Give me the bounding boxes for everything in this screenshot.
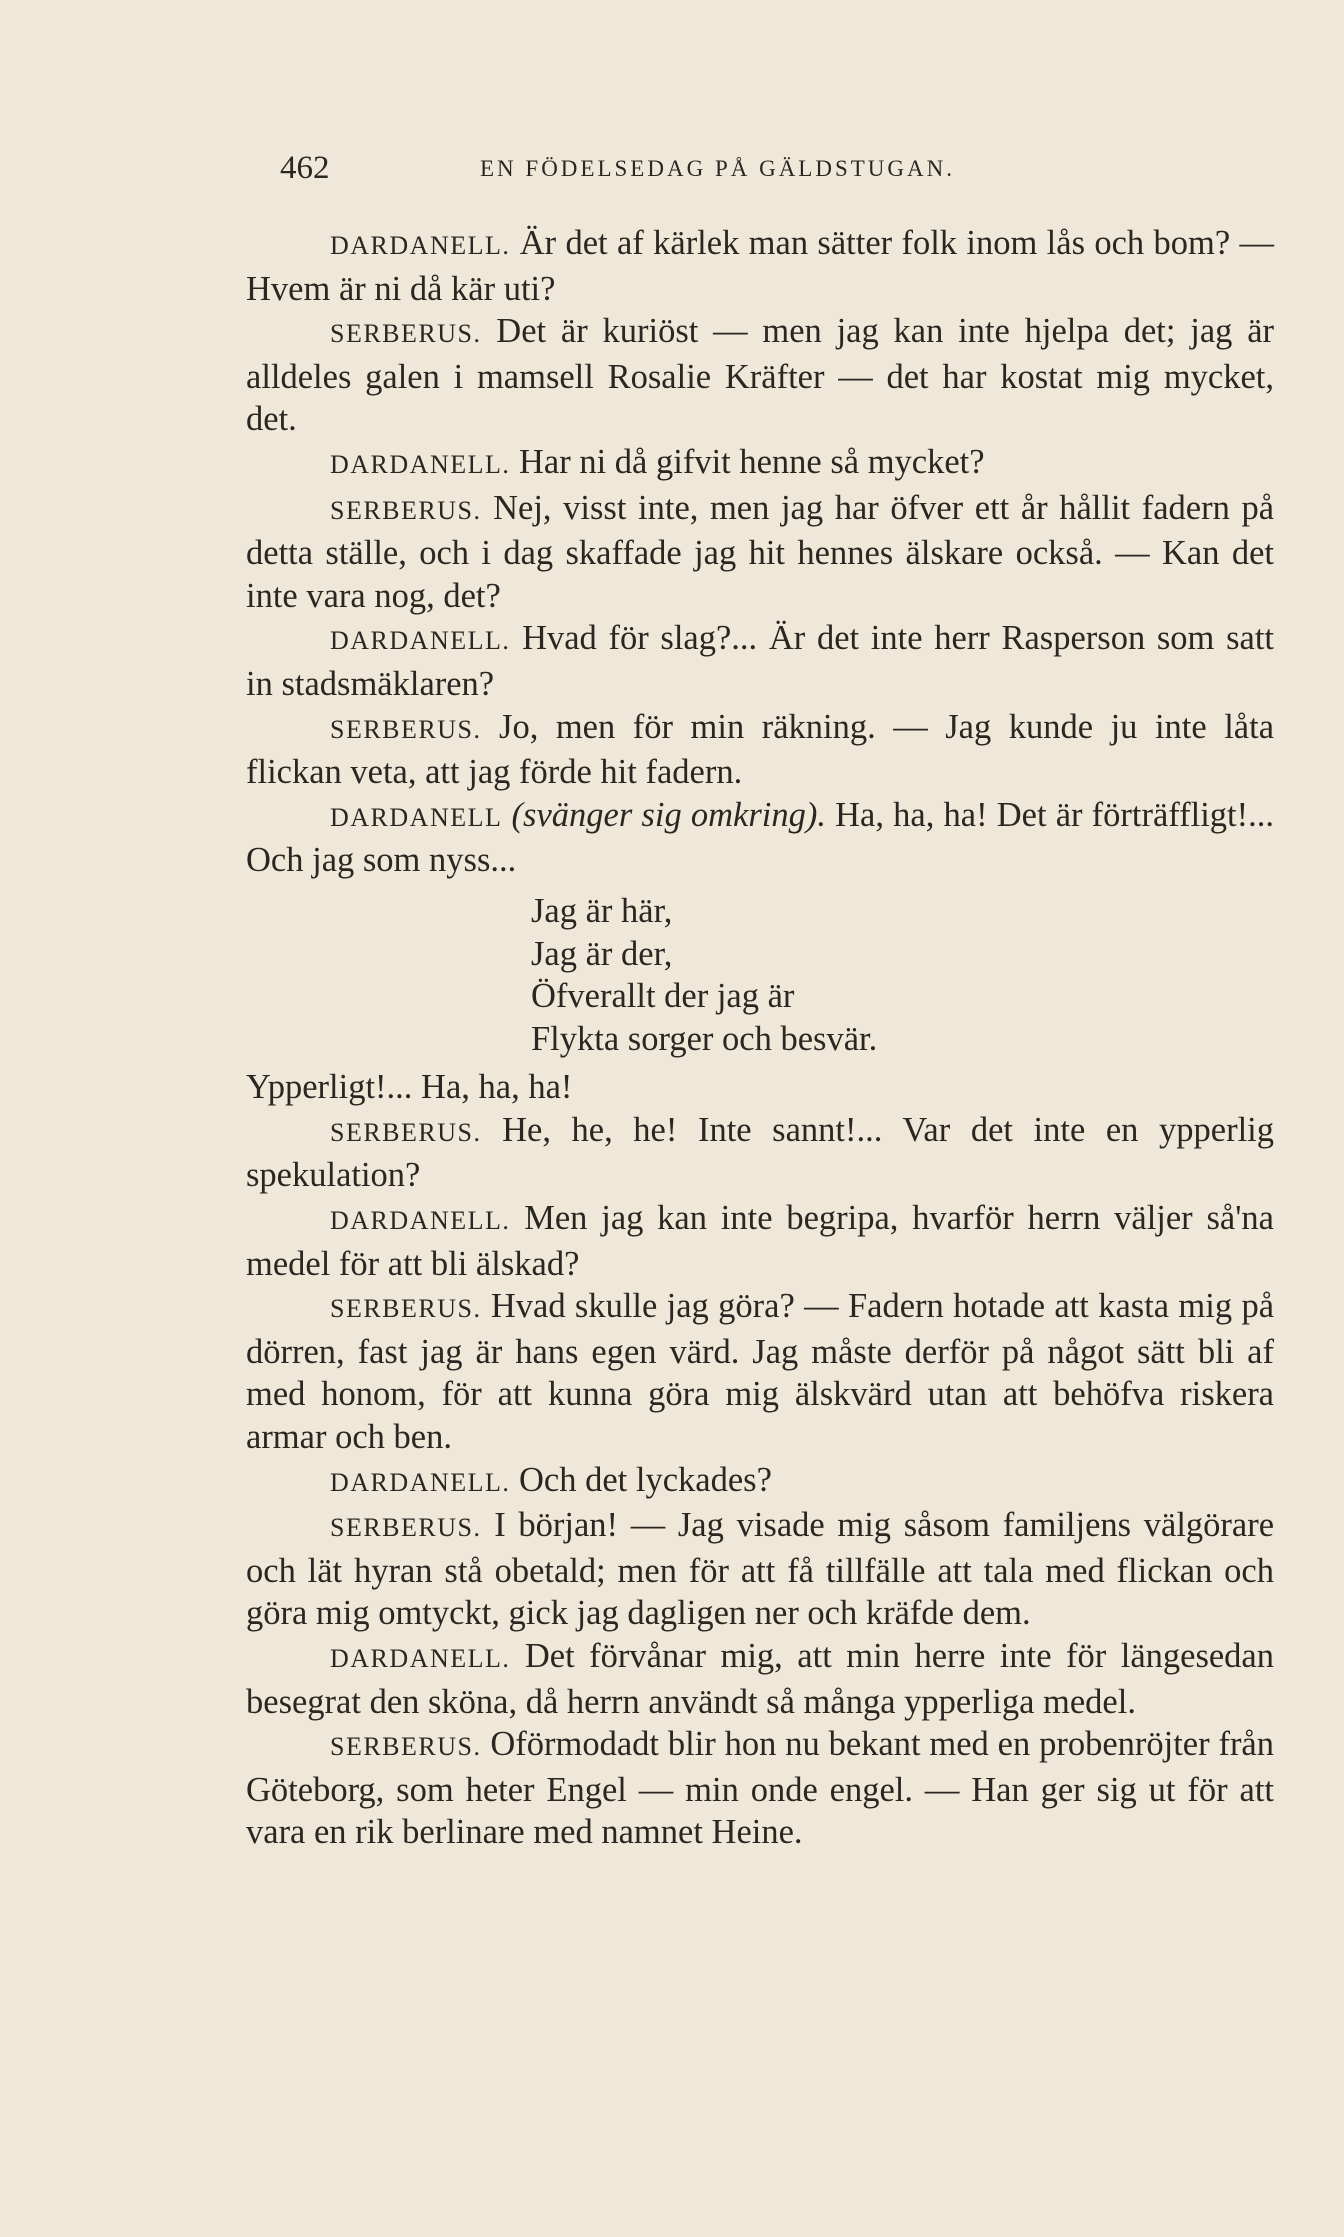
speaker-name: SERBERUS. [330,1294,482,1324]
dialogue-paragraph [246,487,1274,618]
speech-text: Men jag kan inte begripa, hvarför herrn väljer så'na medel för att bli älskad? [246,1199,1274,1283]
dialogue-paragraph [246,1285,1274,1458]
speaker-name: DARDANELL. [330,1206,511,1236]
page-header [280,150,1270,190]
speech-text: Oförmodadt blir hon nu bekant med en probenröjter från Göteborg, som heter Engel — min onde engel. — Han ger sig ut för att vara en rik berlinare med namnet Heine. [246,1725,1274,1852]
speaker-name: DARDANELL. [330,449,511,479]
stage-direction: (svänger sig omkring). [511,795,826,834]
speech-continuation: Ypperligt!... Ha, ha, ha! [246,1068,573,1107]
speech-text: Är det af kärlek man sätter folk inom lås och bom? — Hvem är ni då kär uti? [246,224,1274,308]
speech-text: Ha, ha, ha! Det är förträffligt!... Och jag som nyss... [246,795,1275,880]
dialogue-paragraph [246,1504,1274,1635]
dialogue-paragraph [246,1635,1274,1723]
speech-text: Har ni då gifvit henne så mycket? [519,442,985,481]
dialogue-paragraph [246,1109,1274,1197]
dialogue-paragraph [246,1723,1274,1854]
dialogue-paragraph [246,617,1274,705]
page-number: 462 [280,150,330,186]
speaker-name: DARDANELL. [330,1467,511,1497]
speech-text: He, he, he! Inte sannt!... Var det inte en ypperlig spekulation? [246,1110,1274,1195]
speech-text: Och det lyckades? [519,1460,772,1499]
dialogue-paragraph [246,1197,1274,1285]
speaker-name: DARDANELL. [330,626,511,656]
speaker-name: DARDANELL. [330,1644,511,1673]
dialogue-paragraph [246,222,1274,310]
dialogue-paragraph [246,794,1274,882]
dialogue-paragraph [246,441,1274,487]
speaker-name: DARDANELL. [330,231,511,260]
verse-line: Öfverallt der jag är [531,977,795,1016]
verse-line: Jag är här, [531,891,673,930]
running-title: EN FÖDELSEDAG PÅ GÄLDSTUGAN. [480,156,955,181]
dialogue-paragraph [246,310,1274,441]
speech-text: Jo, men för min räkning. — Jag kunde ju inte låta flickan veta, att jag förde hit fadern. [246,707,1275,792]
speech-text: Det förvånar mig, att min herre inte för längesedan besegrat den sköna, då herrn användt så många ypperliga medel. [246,1637,1274,1721]
speaker-name: DARDANELL [330,802,503,832]
verse-line: Flykta sorger och besvär. [531,1019,878,1058]
speaker-name: SERBERUS. [330,1117,482,1147]
speech-text: Hvad skulle jag göra? — Fadern hotade att kasta mig på dörren, fast jag är hans egen värd. Jag måste derför på något sätt bli af med honom, för att kunna göra mig älskvärd utan att behöfva riskera armar och ben. [246,1287,1275,1457]
verse-line: Jag är der, [531,934,673,973]
speaker-name: SERBERUS. [330,495,482,525]
speaker-name: SERBERUS. [330,319,482,349]
speech-text: Det är kuriöst — men jag kan inte hjelpa det; jag är alldeles galen i mamsell Rosalie Kräfter — det har kostat mig mycket, det. [246,312,1274,439]
speech-text: Nej, visst inte, men jag har öfver ett år hållit fadern på detta ställe, och i dag skaffade jag hit hennes älskare också. — Kan det inte vara nog, det? [246,488,1275,615]
speaker-name: SERBERUS. [330,1732,482,1762]
speaker-name: SERBERUS. [330,1513,482,1543]
speech-text: Hvad för slag?... Är det inte herr Rasperson som satt in stadsmäklaren? [246,619,1274,703]
dialogue-paragraph [246,1459,1274,1505]
verse-block [531,890,1274,1060]
dialogue-text [246,222,1274,1854]
dialogue-paragraph [246,706,1274,794]
speaker-name: SERBERUS. [330,714,482,744]
speech-text: I början! — Jag visade mig såsom familjens välgörare och lät hyran stå obetald; men för att få tillfälle att tala med flickan och göra mig omtyckt, gick jag dagligen ner och kräfde dem. [246,1506,1275,1633]
